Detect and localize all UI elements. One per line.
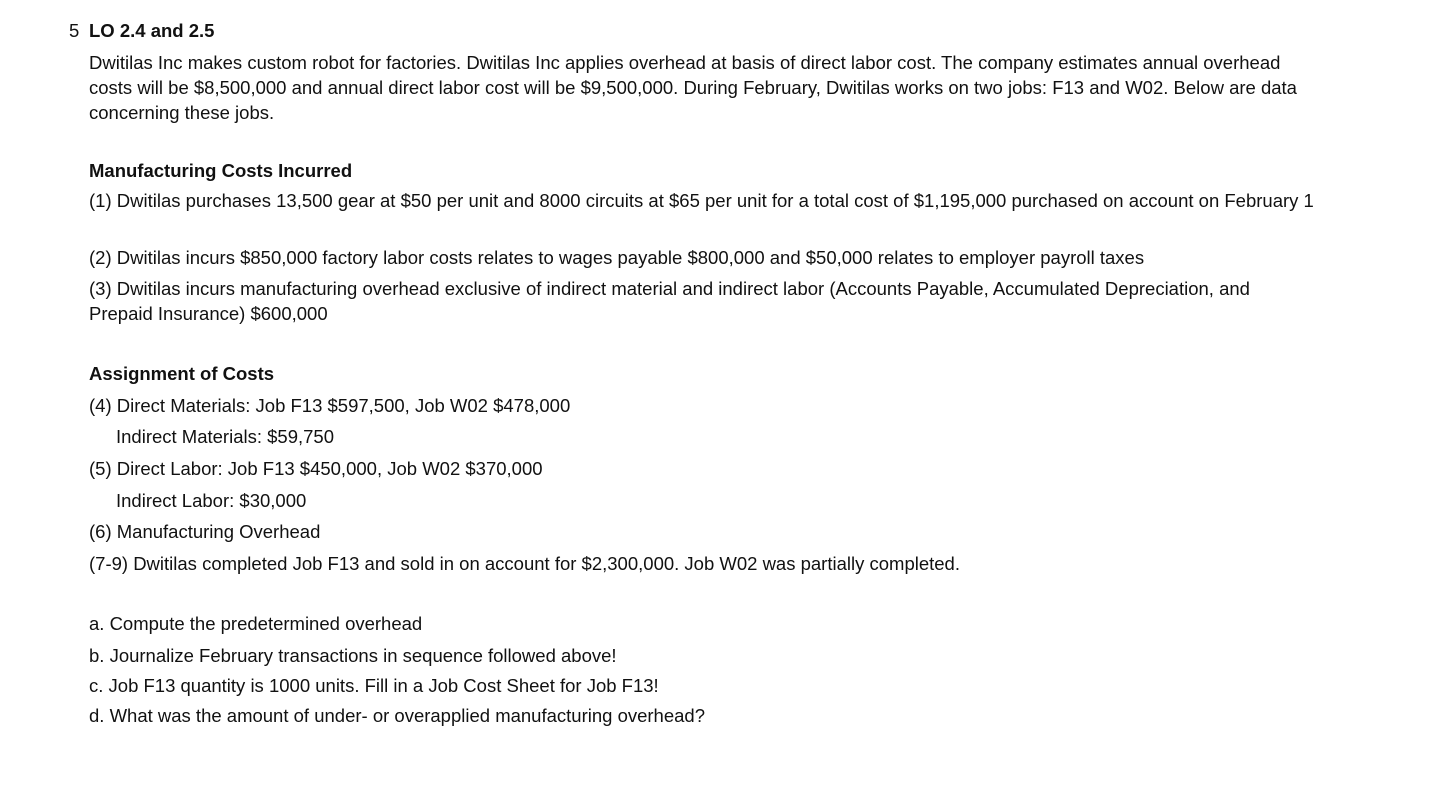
question-number: 5 <box>69 20 80 41</box>
manufacturing-item-1: (1) Dwitilas purchases 13,500 gear at $50 per unit and 8000 circuits at $65 per unit for a total cost of $1,195,000 purchased on account on February 1 <box>89 190 1314 211</box>
assignment-item-4-sub: Indirect Materials: $59,750 <box>116 426 335 447</box>
task-a: a. Compute the predetermined overhead <box>89 613 423 634</box>
manufacturing-item-2: (2) Dwitilas incurs $850,000 factory labor costs relates to wages payable $800,000 and $50,000 relates to employer payroll taxes <box>89 247 1145 268</box>
assignment-item-7: (7-9) Dwitilas completed Job F13 and sold in on account for $2,300,000. Job W02 was partially completed. <box>89 553 960 574</box>
manufacturing-costs-heading: Manufacturing Costs Incurred <box>89 160 353 181</box>
assignment-item-4: (4) Direct Materials: Job F13 $597,500, Job W02 $478,000 <box>89 395 571 416</box>
task-d: d. What was the amount of under- or overapplied manufacturing overhead? <box>89 705 706 726</box>
assignment-item-6: (6) Manufacturing Overhead <box>89 521 321 542</box>
manufacturing-item-3: (3) Dwitilas incurs manufacturing overhead exclusive of indirect material and indirect labor (Accounts Payable, Accumulated Depreciation, and Prepaid Insurance) $600,000 <box>89 278 1250 324</box>
question-title: LO 2.4 and 2.5 <box>89 20 215 41</box>
assignment-item-5-sub: Indirect Labor: $30,000 <box>116 490 307 511</box>
task-b: b. Journalize February transactions in sequence followed above! <box>89 645 617 666</box>
assignment-item-5: (5) Direct Labor: Job F13 $450,000, Job W02 $370,000 <box>89 458 543 479</box>
task-c: c. Job F13 quantity is 1000 units. Fill in a Job Cost Sheet for Job F13! <box>89 675 659 696</box>
intro-paragraph: Dwitilas Inc makes custom robot for factories. Dwitilas Inc applies overhead at basis of direct labor cost. The company estimates annual overhead costs will be $8,500,000 and annual direct labor cost will be $9,500,000. During February, Dwitilas works on two jobs: F13 and W02. Below are data concerning these jobs. <box>89 52 1297 123</box>
assignment-heading: Assignment of Costs <box>89 363 275 384</box>
